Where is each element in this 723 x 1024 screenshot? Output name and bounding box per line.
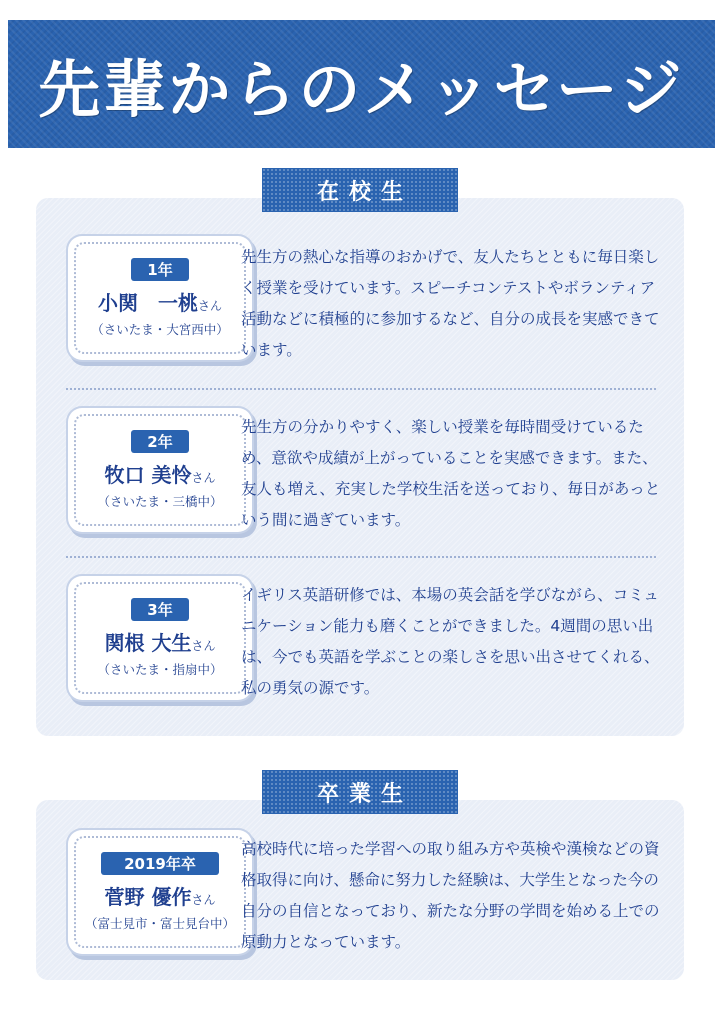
graduate-badge xyxy=(68,830,252,954)
year-badge: 3年 xyxy=(131,598,189,621)
student-name: 関根 大生 xyxy=(104,631,192,655)
school-name: （富士見市・富士見台中） xyxy=(84,916,235,931)
graduate-message: 高校時代に培った学習への取り組み方や英検や漢検などの資格取得に向け、懸命に努力した経験は、大学生となった今の自分の自信となっており、新たな分野の学問を始める上での原動力となっています。 xyxy=(241,840,660,951)
school-name: （さいたま・三橋中） xyxy=(97,494,223,509)
section-label-graduates: 卒業生 xyxy=(262,770,458,814)
graduation-year-badge: 2019年卒 xyxy=(101,852,219,875)
current-students-panel xyxy=(36,198,684,736)
graduates-panel xyxy=(36,800,684,980)
graduate-name-line xyxy=(105,881,216,910)
dotted-divider xyxy=(66,388,656,390)
section-label-current: 在校生 xyxy=(262,168,458,212)
student-badge xyxy=(68,408,252,532)
school-name: （さいたま・指扇中） xyxy=(97,662,223,677)
student-name-line xyxy=(105,627,216,656)
page-title: 先輩からのメッセージ xyxy=(38,52,685,126)
student-message: イギリス英語研修では、本場の英会話を学びながら、コミュニケーション能力も磨くことができました。4週間の思い出は、今でも英語を学ぶことの楽しさを思い出させてくれる、私の勇気の源です。 xyxy=(241,586,660,697)
year-badge: 1年 xyxy=(131,258,189,281)
honorific: さん xyxy=(191,471,216,485)
year-badge: 2年 xyxy=(131,430,189,453)
student-message: 先生方の熱心な指導のおかげで、友人たちとともに毎日楽しく授業を受けています。スピーチコンテストやボランティア活動などに積極的に参加するなど、自分の成長を実感できています。 xyxy=(241,248,660,359)
student-name-line xyxy=(98,287,222,316)
graduate-name: 菅野 優作 xyxy=(104,885,192,909)
honorific: さん xyxy=(191,639,216,653)
dotted-divider xyxy=(66,556,656,558)
student-badge xyxy=(68,236,252,360)
honorific: さん xyxy=(191,893,216,907)
student-name-line xyxy=(105,459,216,488)
student-badge xyxy=(68,576,252,700)
honorific: さん xyxy=(197,299,222,313)
student-message: 先生方の分かりやすく、楽しい授業を毎時間受けているため、意欲や成績が上がっていることを実感できます。また、友人も増え、充実した学校生活を送っており、毎日があっという間に過ぎています。 xyxy=(241,418,661,529)
student-name: 牧口 美怜 xyxy=(104,463,192,487)
title-banner xyxy=(8,20,715,148)
student-name: 小関 一桃 xyxy=(97,291,198,315)
school-name: （さいたま・大宮西中） xyxy=(91,322,229,337)
